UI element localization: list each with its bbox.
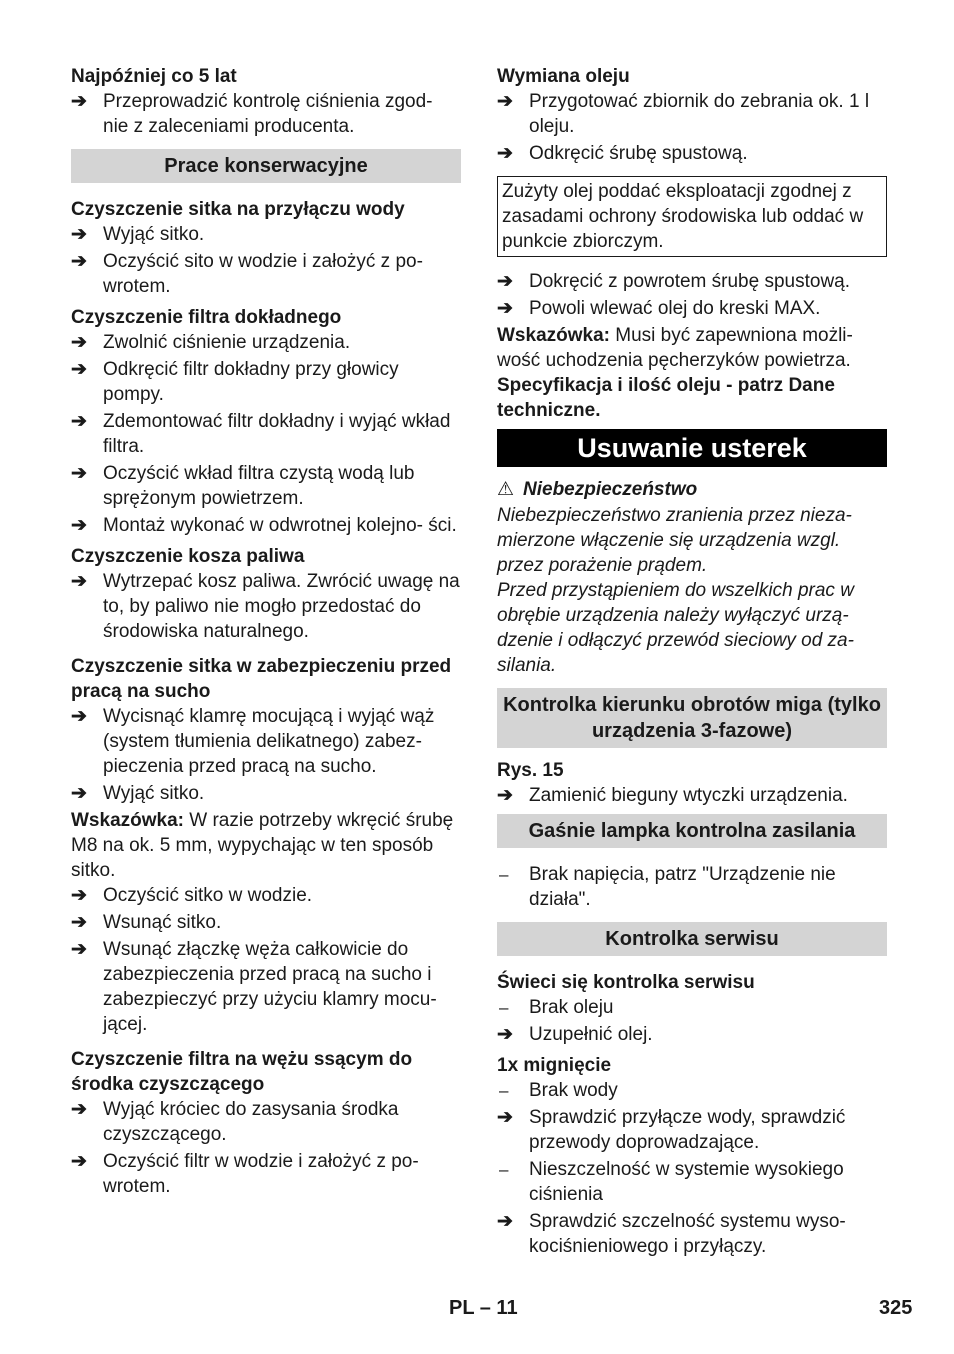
cause-item: – Nieszczelność w systemie wysokiego ciśnienia (499, 1159, 844, 1205)
item-text: Wyjąć króciec do zasysania środka czyszczącego. (103, 1099, 399, 1145)
note-text: Musi być zapewniona możli- wość uchodzenia pęcherzyków powietrza. (497, 325, 853, 371)
cause-item (497, 862, 887, 912)
arrow-icon: ➔ (497, 1211, 513, 1232)
instruction-list (497, 269, 887, 321)
section-heading: 1x mignięcie (497, 1055, 612, 1076)
danger-text: Przed przystąpieniem do wszelkich prac w obrębie urządzenia należy wyłączyć urzą- dzenie i odłączyć przewód sieciowy od za- silania. (497, 580, 854, 676)
section-heading: Czyszczenie filtra na wężu ssącym do środka czyszczącego (71, 1049, 413, 1095)
left-column (71, 64, 461, 1201)
dash-marker: – (499, 1081, 509, 1100)
instruction-item (497, 296, 887, 321)
arrow-icon: ➔ (497, 1024, 513, 1045)
oil-spec-note: Specyfikacja i ilość oleju - patrz Dane techniczne. (497, 375, 835, 421)
arrow-icon: ➔ (71, 515, 87, 536)
section-heading: Wymiana oleju (497, 66, 630, 87)
arrow-icon: ➔ (71, 783, 87, 804)
arrow-icon: ➔ (71, 912, 87, 933)
item-text: Przygotować zbiornik do zebrania ok. 1 l oleju. (529, 91, 870, 137)
cause-item: – Brak wody (499, 1080, 618, 1101)
instruction-item (71, 781, 461, 806)
arrow-icon: ➔ (497, 785, 513, 806)
page-number: 325 (879, 1297, 913, 1319)
item-text: Zwolnić ciśnienie urządzenia. (103, 332, 351, 353)
footer-section-label: PL – 11 (449, 1297, 518, 1319)
danger-heading-text: Niebezpieczeństwo (523, 479, 698, 500)
note-label: Wskazówka: (71, 810, 184, 831)
note-label: Wskazówka: (497, 325, 610, 346)
warning-triangle-icon: ⚠ (497, 479, 515, 500)
instruction-item (497, 783, 887, 808)
section-bar: Prace konserwacyjne (71, 149, 461, 183)
section-heading: Czyszczenie filtra dokładnego (71, 307, 342, 328)
item-text: Przeprowadzić kontrolę ciśnienia zgod- nie z zaleceniami producenta. (103, 91, 433, 137)
arrow-icon: ➔ (71, 411, 87, 432)
instruction-item: ➔ Uzupełnić olej. (497, 1024, 653, 1045)
instruction-item (71, 704, 461, 779)
instruction-item (71, 1097, 461, 1147)
danger-text: Niebezpieczeństwo zranienia przez nieza- mierzone włączenie się urządzenia wzgl. przez porażenie prądem. (497, 505, 852, 576)
arrow-icon: ➔ (71, 359, 87, 380)
instruction-item (71, 357, 461, 407)
item-text: Zdemontować filtr dokładny i wyjąć wkład filtra. (103, 411, 451, 457)
instruction-item (71, 910, 461, 935)
instruction-item (71, 409, 461, 459)
danger-heading (497, 477, 887, 502)
cause-item: – Brak oleju (499, 997, 614, 1018)
cause-list (497, 862, 887, 912)
arrow-icon: ➔ (71, 1151, 87, 1172)
chapter-title: Usuwanie usterek (497, 429, 887, 467)
arrow-icon: ➔ (497, 143, 513, 164)
arrow-icon: ➔ (497, 271, 513, 292)
instruction-item (71, 513, 461, 538)
instruction-item (71, 330, 461, 355)
item-text: Wyjąć sitko. (103, 783, 205, 804)
item-text: Zamienić bieguny wtyczki urządzenia. (529, 785, 848, 806)
item-text: Brak napięcia, patrz "Urządzenie nie działa". (529, 864, 836, 910)
item-text: Oczyścić sito w wodzie i założyć z po- wrotem. (103, 251, 423, 297)
item-text: Wycisnąć klamrę mocującą i wyjąć wąż (system tłumienia delikatnego) zabez- pieczenia przed pracą na sucho. (103, 706, 435, 777)
dash-marker: – (499, 1160, 509, 1179)
section-heading: Świeci się kontrolka serwisu (497, 972, 755, 993)
arrow-icon: ➔ (71, 706, 87, 727)
instruction-list (497, 783, 887, 808)
instruction-list (71, 89, 461, 139)
instruction-list (71, 883, 461, 1037)
figure-reference: Rys. 15 (497, 760, 564, 781)
arrow-icon: ➔ (71, 463, 87, 484)
instruction-item (71, 461, 461, 511)
section-bar: Kontrolka serwisu (497, 922, 887, 956)
arrow-icon: ➔ (71, 91, 87, 112)
section-heading: Czyszczenie sitka w zabezpieczeniu przed pracą na sucho (71, 656, 452, 702)
item-text: Montaż wykonać w odwrotnej kolejno- ści. (103, 515, 457, 536)
instruction-list (497, 89, 887, 166)
arrow-icon: ➔ (71, 224, 87, 245)
item-text: Wsunąć złączkę węża całkowicie do zabezpieczenia przed pracą na sucho i zabezpieczyć przy użyciu klamry mocu- jącej. (103, 939, 437, 1035)
section-heading: Czyszczenie sitka na przyłączu wody (71, 199, 405, 220)
instruction-item (71, 222, 461, 247)
arrow-icon: ➔ (497, 91, 513, 112)
instruction-item (71, 569, 461, 644)
note-paragraph (497, 323, 887, 373)
instruction-item (71, 883, 461, 908)
instruction-list (71, 330, 461, 538)
arrow-icon: ➔ (497, 1107, 513, 1128)
instruction-list (71, 1097, 461, 1199)
instruction-list (71, 569, 461, 644)
instruction-item (497, 141, 887, 166)
note-paragraph (71, 808, 461, 883)
item-text: Dokręcić z powrotem śrubę spustową. (529, 271, 851, 292)
item-text: Odkręcić śrubę spustową. (529, 143, 748, 164)
section-heading: Najpóźniej co 5 lat (71, 66, 237, 87)
arrow-icon: ➔ (71, 251, 87, 272)
arrow-icon: ➔ (497, 298, 513, 319)
section-heading: Czyszczenie kosza paliwa (71, 546, 305, 567)
arrow-icon: ➔ (71, 885, 87, 906)
instruction-list (71, 222, 461, 299)
section-bar: Gaśnie lampka kontrolna zasilania (497, 814, 887, 848)
item-text: Wyjąć sitko. (103, 224, 205, 245)
instruction-item (497, 89, 887, 139)
instruction-item (71, 89, 461, 139)
item-text: Wsunąć sitko. (103, 912, 222, 933)
instruction-list (71, 704, 461, 806)
arrow-icon: ➔ (71, 332, 87, 353)
arrow-icon: ➔ (71, 571, 87, 592)
instruction-item (71, 1149, 461, 1199)
instruction-item: ➔ Sprawdzić szczelność systemu wyso- kociśnieniowego i przyłączy. (497, 1211, 846, 1257)
item-text: Wytrzepać kosz paliwa. Zwrócić uwagę na to, by paliwo nie mogło przedostać do środowiska naturalnego. (103, 571, 460, 642)
dash-marker: – (499, 998, 509, 1017)
instruction-item (71, 249, 461, 299)
instruction-item (71, 937, 461, 1037)
item-text: Oczyścić filtr w wodzie i założyć z po- wrotem. (103, 1151, 419, 1197)
item-text: Powoli wlewać olej do kreski MAX. (529, 298, 821, 319)
environment-notice-box: Zużyty olej poddać eksploatacji zgodnej z zasadami ochrony środowiska lub oddać w punkcie zbiorczym. (497, 176, 887, 257)
instruction-item: ➔ Sprawdzić przyłącze wody, sprawdzić przewody doprowadzające. (497, 1107, 846, 1153)
arrow-icon: ➔ (71, 939, 87, 960)
item-text: Odkręcić filtr dokładny przy głowicy pompy. (103, 359, 399, 405)
item-text: Oczyścić sitko w wodzie. (103, 885, 313, 906)
section-bar: Kontrolka kierunku obrotów miga (tylko urządzenia 3-fazowe) (497, 688, 887, 748)
dash-marker: – (499, 865, 509, 884)
right-column (497, 64, 887, 1261)
note-text: W razie potrzeby wkręcić śrubę M8 na ok. 5 mm, wypychając w ten sposób sitko. (71, 810, 454, 881)
instruction-item (497, 269, 887, 294)
item-text: Oczyścić wkład filtra czystą wodą lub sprężonym powietrzem. (103, 463, 415, 509)
arrow-icon: ➔ (71, 1099, 87, 1120)
